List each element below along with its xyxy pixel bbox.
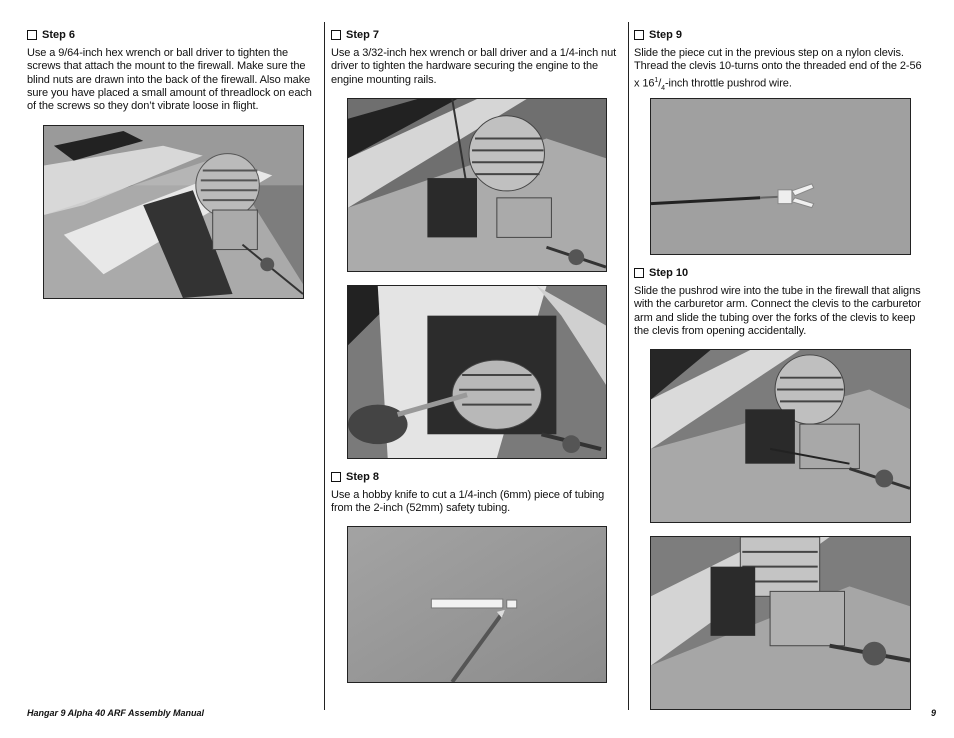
step-8-block xyxy=(331,464,621,516)
step-8-photo xyxy=(347,526,607,683)
step-10-photo-bottom xyxy=(650,536,911,710)
step-7-photo-top xyxy=(347,98,607,272)
step-8-checkbox[interactable] xyxy=(331,472,341,482)
step-10-heading xyxy=(634,266,926,280)
step-9-checkbox[interactable] xyxy=(634,30,644,40)
step-7-title: Step 7 xyxy=(346,29,380,41)
step-9-photo xyxy=(650,98,911,255)
step-8-text: Use a hobby knife to cut a 1/4-inch (6mm) piece of tubing from the 2-inch (52mm) safety tubing. xyxy=(331,489,605,515)
step-9-title: Step 9 xyxy=(649,29,683,41)
column-divider-2 xyxy=(628,22,629,710)
step-8-heading xyxy=(331,470,621,484)
column-3 xyxy=(634,22,926,95)
step-8-title: Step 8 xyxy=(346,471,380,483)
step-10-photo-top xyxy=(650,349,911,523)
step-6-text: Use a 9/64-inch hex wrench or ball driver to tighten the screws that attach the mount to the firewall. Make sure the blind nuts are drawn into the back of the firewall. Also make sure you have placed a small amount of threadlock on each of the screws so they don’t vibrate loose in flight. xyxy=(27,47,312,113)
step-6-title: Step 6 xyxy=(42,29,76,41)
step-6-heading xyxy=(27,28,317,42)
step-10-checkbox[interactable] xyxy=(634,268,644,278)
step-7-photo-bottom xyxy=(347,285,607,459)
footer-page-number: 9 xyxy=(930,708,936,718)
step-9-fraction-denominator: 4 xyxy=(661,84,665,92)
column-1 xyxy=(27,22,317,113)
column-2 xyxy=(331,22,621,87)
step-7-heading xyxy=(331,28,621,42)
step-10-text: Slide the pushrod wire into the tube in the firewall that aligns with the carburetor arm. Connect the clevis to the carburetor arm and slide the tubing over the forks of the clevis to keep the clevis from opening accidentally. xyxy=(634,285,921,337)
step-9-text-before: Slide the piece cut in the previous step on a nylon clevis. Thread the clevis 10-turns onto the threaded end of the 2-56 x 16 xyxy=(634,47,922,90)
step-7-checkbox[interactable] xyxy=(331,30,341,40)
step-9-text-after: -inch throttle pushrod wire. xyxy=(664,77,792,90)
step-9-text: Slide the piece cut in the previous step on a nylon clevis. Thread the clevis 10-turns onto the threaded end of the 2-56 x $16^1/_4$-inch throttle pushrod wire. xyxy=(634,47,922,92)
step-6-photo xyxy=(43,125,304,299)
step-10-title: Step 10 xyxy=(649,267,689,279)
footer-manual-title: Hangar 9 Alpha 40 ARF Assembly Manual xyxy=(27,708,205,718)
column-divider-1 xyxy=(324,22,325,710)
step-9-heading xyxy=(634,28,926,42)
step-6-checkbox[interactable] xyxy=(27,30,37,40)
step-9-fraction-numerator: 1 xyxy=(654,76,659,84)
step-7-text: Use a 3/32-inch hex wrench or ball driver and a 1/4-inch nut driver to tighten the hardware securing the engine to the engine mounting rails. xyxy=(331,47,617,86)
step-10-block xyxy=(634,260,926,338)
